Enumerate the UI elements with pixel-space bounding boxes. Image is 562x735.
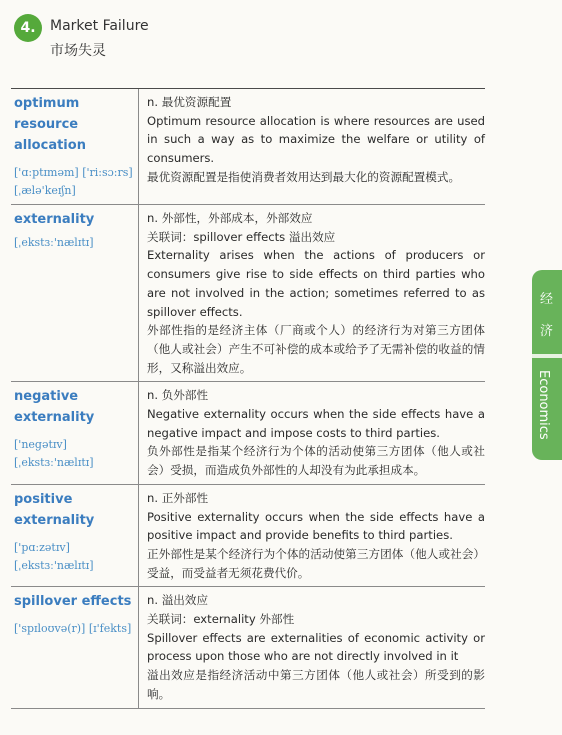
- part-of-speech: n. 最优资源配置: [147, 95, 232, 109]
- definition-english: Optimum resource allocation is where resources are used in such a way as to maximize the welfare or utility of consumers.: [147, 113, 485, 166]
- glossary-row: [11, 485, 485, 588]
- definition-english: Positive externality occurs when the side effects have a positive impact and provide benefits to third parties.: [147, 509, 485, 543]
- section-number-badge: 4.: [14, 14, 42, 42]
- phonetic: ['pɑːzətɪv] [ˌekstɜː'nælɪtɪ]: [14, 540, 94, 572]
- term-cell: [11, 382, 139, 484]
- definition-chinese: 溢出效应是指经济活动中第三方团体（他人或社会）所受到的影响。: [147, 668, 485, 701]
- term-cell: [11, 89, 139, 204]
- definition-chinese: 外部性指的是经济主体（厂商或个人）的经济行为对第三方团体（他人或社会）产生不可补偿的成本或给予了无需补偿的收益的情形，又称溢出效应。: [147, 323, 485, 375]
- related-terms: 关联词：externality 外部性: [147, 612, 295, 627]
- definition-chinese: 最优资源配置是指使消费者效用达到最大化的资源配置模式。: [147, 169, 461, 184]
- definition-english: Externality arises when the actions of producers or consumers give rise to side effects on third parties who are not involved in the action; sometimes referred to as spillover effects.: [147, 248, 485, 319]
- term: negative externality: [14, 389, 95, 426]
- term: externality: [14, 212, 95, 227]
- side-tab-char: 济: [540, 324, 554, 339]
- definition-english: Spillover effects are externalities of economic activity or process upon those who are not directly involved in it: [147, 630, 485, 664]
- section-subtitle: 市场失灵: [50, 43, 106, 59]
- part-of-speech: n. 负外部性: [147, 388, 209, 403]
- definition-chinese: 正外部性是某个经济行为个体的活动使第三方团体（他人或社会）受益，而受益者无须花费代价。: [147, 546, 485, 580]
- term: positive externality: [14, 491, 95, 528]
- part-of-speech: n. 正外部性: [147, 490, 209, 505]
- term-cell: [11, 587, 139, 707]
- glossary-row: [11, 587, 485, 708]
- phonetic: ['ɑ:ptɪməm] ['ri:sɔ:rs] [ˌælə'keɪʃn]: [14, 166, 133, 197]
- part-of-speech: n. 溢出效应: [147, 593, 209, 608]
- side-tab-char: 经: [540, 292, 554, 307]
- term-cell: [11, 205, 139, 381]
- phonetic: [ˌekstɜː'nælɪtɪ]: [14, 236, 94, 249]
- definition-english: Negative externality occurs when the side effects have a negative impact and impose costs to third parties.: [147, 407, 485, 440]
- part-of-speech: n. 外部性，外部成本，外部效应: [147, 211, 313, 225]
- side-tab-word: Economics: [536, 370, 551, 440]
- term: optimum resource allocation: [14, 96, 86, 153]
- glossary-table: [11, 88, 485, 709]
- chapter-side-tab: [532, 270, 562, 460]
- glossary-row: [11, 205, 485, 382]
- glossary-row: [11, 89, 485, 205]
- definition-chinese: 负外部性是指某个经济行为个体的活动使第三方团体（他人或社会）受损，而造成负外部性的人却没有为此承担成本。: [147, 444, 485, 478]
- definition-cell: [139, 382, 485, 484]
- phonetic: ['negətɪv] [ˌekstɜː'nælɪtɪ]: [14, 438, 94, 470]
- definition-cell: [139, 205, 485, 381]
- section-title: Market Failure: [50, 18, 149, 34]
- phonetic: ['spɪloʊvə(r)] [ɪ'fekts]: [14, 622, 132, 636]
- definition-cell: [139, 89, 485, 204]
- glossary-row: [11, 382, 485, 485]
- definition-cell: [139, 485, 485, 587]
- term: spillover effects: [14, 594, 132, 610]
- definition-cell: [139, 587, 485, 707]
- side-tab-divider: [532, 354, 562, 358]
- related-terms: 关联词：spillover effects 溢出效应: [147, 229, 336, 244]
- term-cell: [11, 485, 139, 587]
